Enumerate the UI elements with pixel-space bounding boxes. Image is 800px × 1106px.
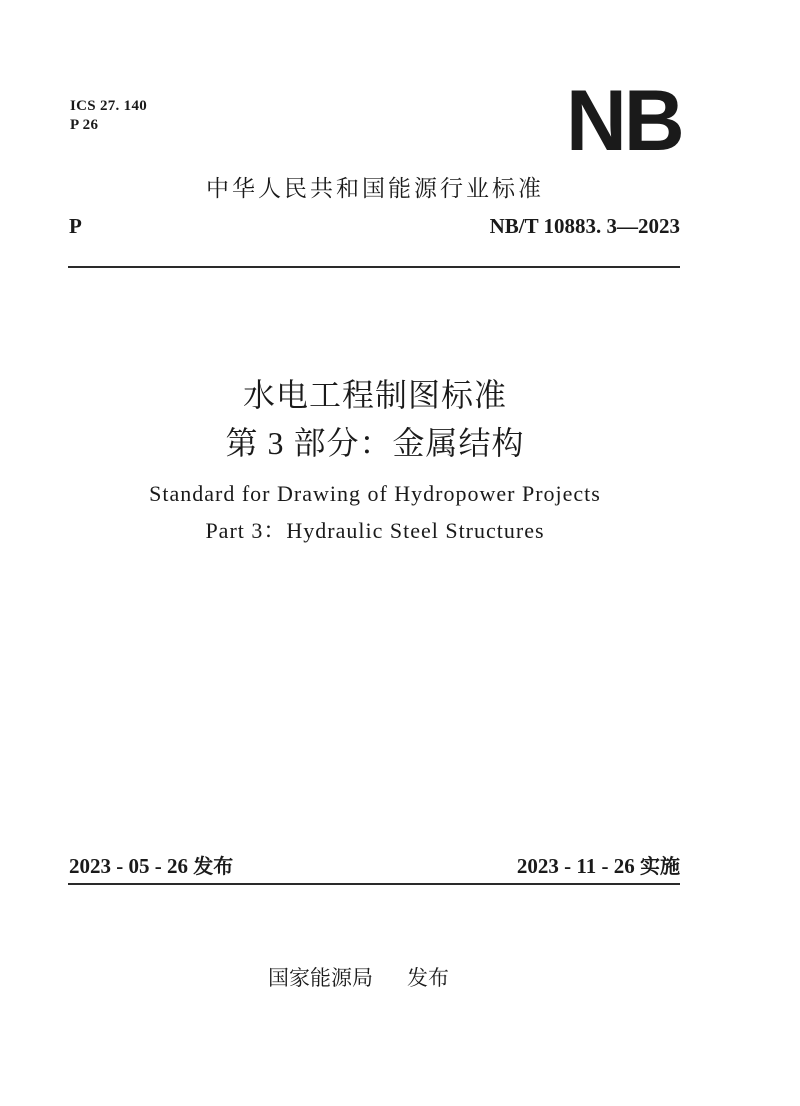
title-en-line2: Part 3：Hydraulic Steel Structures — [205, 518, 545, 543]
publisher-name: 国家能源局 — [268, 966, 373, 990]
publisher-block — [268, 962, 449, 992]
ics-code: ICS 27. 140 — [70, 98, 148, 114]
implement-date-block — [517, 850, 680, 879]
ics-ccs-codes — [70, 97, 147, 135]
implement-label: 实施 — [640, 854, 680, 878]
classification-letter: P — [69, 214, 82, 238]
issue-date-block — [69, 850, 233, 879]
top-divider — [68, 266, 680, 268]
implement-date: 2023 - 11 - 26 — [516, 854, 635, 878]
bottom-divider — [68, 883, 680, 885]
industry-standard-title: 中华人民共和国能源行业标准 — [206, 176, 544, 202]
publish-label: 发布 — [407, 966, 449, 990]
standard-number: NB/T 10883. 3—2023 — [489, 214, 680, 238]
title-en-line1: Standard for Drawing of Hydropower Projects — [149, 481, 601, 506]
title-cn-line2: 第 3 部分：金属结构 — [225, 425, 525, 461]
ccs-code: P 26 — [70, 117, 99, 133]
nb-logo: NB — [566, 73, 682, 169]
issue-label: 发布 — [193, 854, 234, 878]
title-cn-line1: 水电工程制图标准 — [242, 377, 507, 413]
issue-date: 2023 - 05 - 26 — [69, 854, 188, 878]
